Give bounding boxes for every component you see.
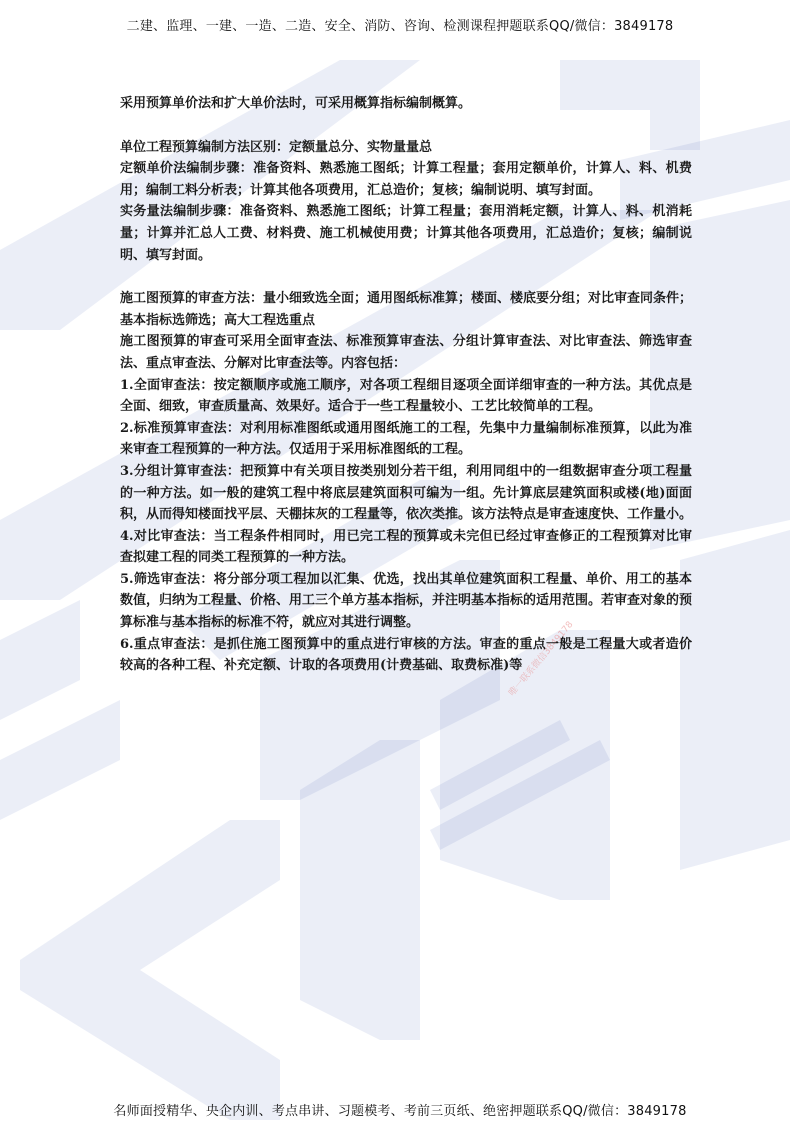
paragraph-method-difference: 单位工程预算编制方法区别：定额量总分、实物量量总 [120,139,433,155]
paragraph-review-methods-intro: 施工图预算的审查可采用全面审查法、标准预算审查法、分组计算审查法、对比审查法、筛选审查法、重点审查法、分解对比审查法等。内容包括： [120,334,692,371]
list-item-standard-review: 2.标准预算审查法：对利用标准图纸或通用图纸施工的工程，先集中力量编制标准预算，以此为准来审查工程预算的一种方法。仅适用于采用标准图纸的工程。 [120,420,692,458]
list-item-screening-review: 5.筛选审查法：将分部分项工程加以汇集、优选，找出其单位建筑面积工程量、单价、用工的基本数值，归纳为工程量、价格、用工三个单方基本指标，并注明基本指标的适用范围。若审查对象的预算标准与基本指标的标准不符，就应对其进行调整。 [120,571,693,631]
list-item-comparison-review: 4.对比审查法：当工程条件相同时，用已完工程的预算或未完但已经过审查修正的工程预算对比审查拟建工程的同类工程预算的一种方法。 [120,528,692,566]
page-header: 二建、监理、一建、一造、二造、安全、消防、咨询、检测课程押题联系QQ/微信：3849178 [126,19,674,34]
paragraph-budget-unit-price: 采用预算单价法和扩大单价法时，可采用概算指标编制概算。 [120,96,472,111]
paragraph-review-methods-mnemonic: 施工图预算的审查方法：量小细致选全面；通用图纸标准算；楼面、楼底要分组；对比审查同条件；基本指标选筛选；高大工程选重点 [120,291,693,328]
list-item-key-review: 6.重点审查法：是抓住施工图预算中的重点进行审核的方法。审查的重点一般是工程量大或者造价较高的各种工程、补充定额、计取的各项费用(计费基础、取费标准)等 [120,636,692,674]
list-item-full-review: 1.全面审查法：按定额顺序或施工顺序，对各项工程细目逐项全面详细审查的一种方法。其优点是全面、细致，审查质量高、效果好。适合于一些工程量较小、工艺比较简单的工程。 [120,377,692,415]
page-footer: 名师面授精华、央企内训、考点串讲、习题模考、考前三页纸、绝密押题联系QQ/微信：3849178 [113,1104,687,1119]
paragraph-quota-steps: 定额单价法编制步骤：准备资料、熟悉施工图纸；计算工程量；套用定额单价，计算人、料、机费用；编制工料分析表；计算其他各项费用，汇总造价；复核；编制说明、填写封面。 [120,161,692,198]
list-item-group-review: 3.分组计算审查法：把预算中有关项目按类别划分若干组，利用同组中的一组数据审查分项工程量的一种方法。如一般的建筑工程中将底层建筑面积可编为一组。先计算底层建筑面积或楼(地)面面积，从而得知楼面找平层、天棚抹灰的工程量等，依次类推。该方法特点是审查速度快、工作量小。 [120,463,693,523]
spacer [120,115,692,137]
document-body [120,93,692,677]
watermark-stamp: 唯一联系微信3849178 [507,619,576,699]
spacer [120,266,692,288]
paragraph-quantity-steps: 实务量法编制步骤：准备资料、熟悉施工图纸；计算工程量；套用消耗定额，计算人、料、机消耗量；计算并汇总人工费、材料费、施工机械使用费；计算其他各项费用，汇总造价；复核；编制说明、填写封面。 [120,204,692,263]
